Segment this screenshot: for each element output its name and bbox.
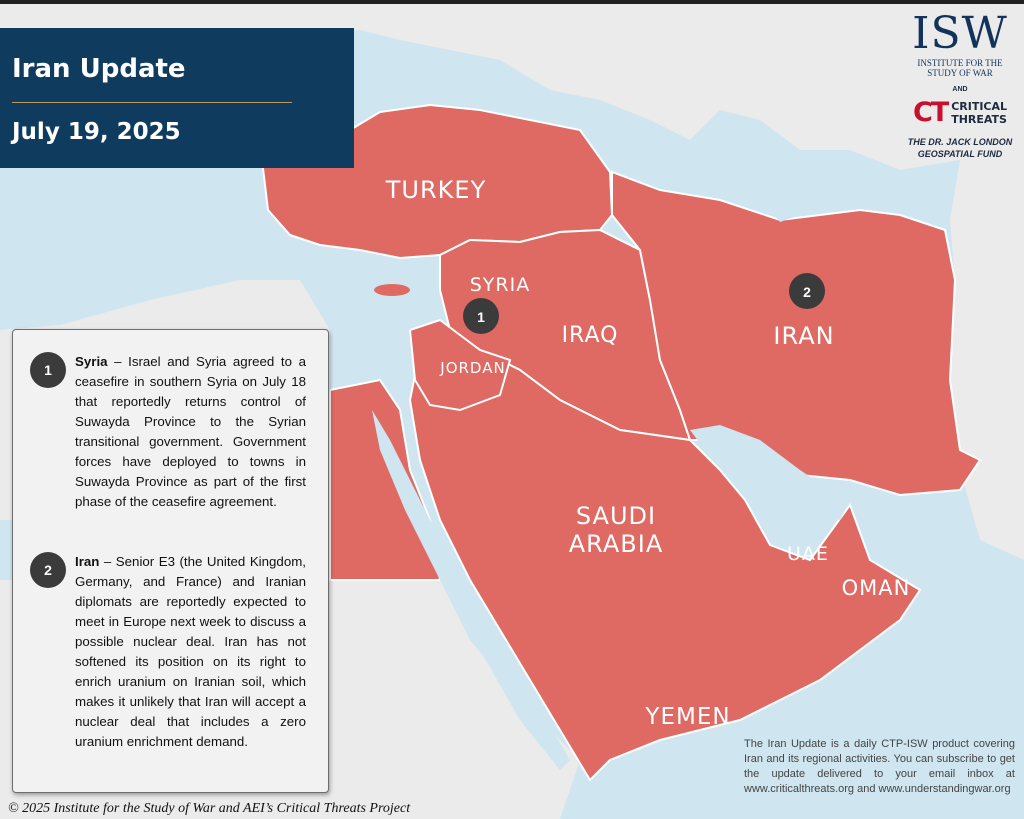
item-heading: Syria	[75, 354, 108, 369]
ct-logo	[896, 97, 1024, 128]
title-divider	[12, 102, 292, 103]
logo-and: AND	[952, 86, 968, 93]
item-number-badge: 1	[30, 352, 66, 388]
cyprus	[374, 284, 410, 296]
country-label-iran: IRAN	[773, 322, 835, 350]
update-panel	[12, 329, 329, 793]
item-text	[75, 352, 306, 512]
isw-name-top: INSTITUTE FOR THE	[917, 58, 1003, 68]
ct-name-line2: THREATS	[951, 112, 1007, 126]
logo-block	[896, 10, 1024, 190]
fund-name	[896, 136, 1024, 160]
country-label-saudi: SAUDI	[575, 502, 657, 530]
item-body: – Senior E3 (the United Kingdom, Germany, and France) and Iranian diplomats are reportedly expected to meet in Europe next week to discuss a possible nuclear deal. Iran has not softened its position on its right to enrich uranium on Iranian soil, which makes it unlikely that Iran will accept a nuclear deal that includes a zero uranium enrichment demand.	[75, 554, 306, 749]
ct-name	[951, 100, 1007, 126]
country-label-iraq: IRAQ	[561, 323, 619, 348]
country-label-arabia: ARABIA	[568, 530, 664, 558]
marker-1-number: 1	[477, 309, 485, 325]
country-label-oman: OMAN	[841, 576, 911, 600]
ct-name-line1: CRITICAL	[951, 99, 1008, 113]
country-label-jordan: JORDAN	[440, 359, 506, 377]
page-date: July 19, 2025	[12, 119, 181, 145]
country-label-syria: SYRIA	[469, 274, 531, 296]
mediterranean-east	[330, 260, 430, 330]
marker-2	[789, 273, 825, 309]
subscription-note: The Iran Update is a daily CTP-ISW product covering Iran and its regional activities. You can subscribe to get the update delivered to your email inbox at www.criticalthreats.org and www.understandingwar.org	[744, 738, 1015, 795]
fund-line2: GEOSPATIAL FUND	[917, 149, 1003, 159]
ct-mark: CT	[912, 97, 948, 128]
item-heading: Iran	[75, 554, 100, 569]
country-label-yemen: YEMEN	[645, 704, 731, 730]
page-title: Iran Update	[12, 54, 186, 84]
item-body: – Israel and Syria agreed to a ceasefire in southern Syria on July 18 that reportedly returns control of Suwayda Province to the Syrian transitional government. Government forces have deployed to towns in Suwayda Province as part of the first phase of the ceasefire agreement.	[75, 354, 306, 509]
copyright: © 2025 Institute for the Study of War and AEI’s Critical Threats Project	[8, 801, 411, 816]
marker-1	[463, 298, 499, 334]
country-label-turkey: TURKEY	[385, 176, 487, 204]
marker-2-number: 2	[803, 284, 811, 300]
fund-line1: THE DR. JACK LONDON	[907, 137, 1013, 147]
isw-logo: ISW	[912, 8, 1008, 59]
country-label-uae: UAE	[787, 543, 829, 565]
isw-name-bottom: STUDY OF WAR	[927, 68, 993, 78]
title-box	[0, 28, 354, 168]
item-number-badge: 2	[30, 552, 66, 588]
item-text	[75, 552, 306, 752]
